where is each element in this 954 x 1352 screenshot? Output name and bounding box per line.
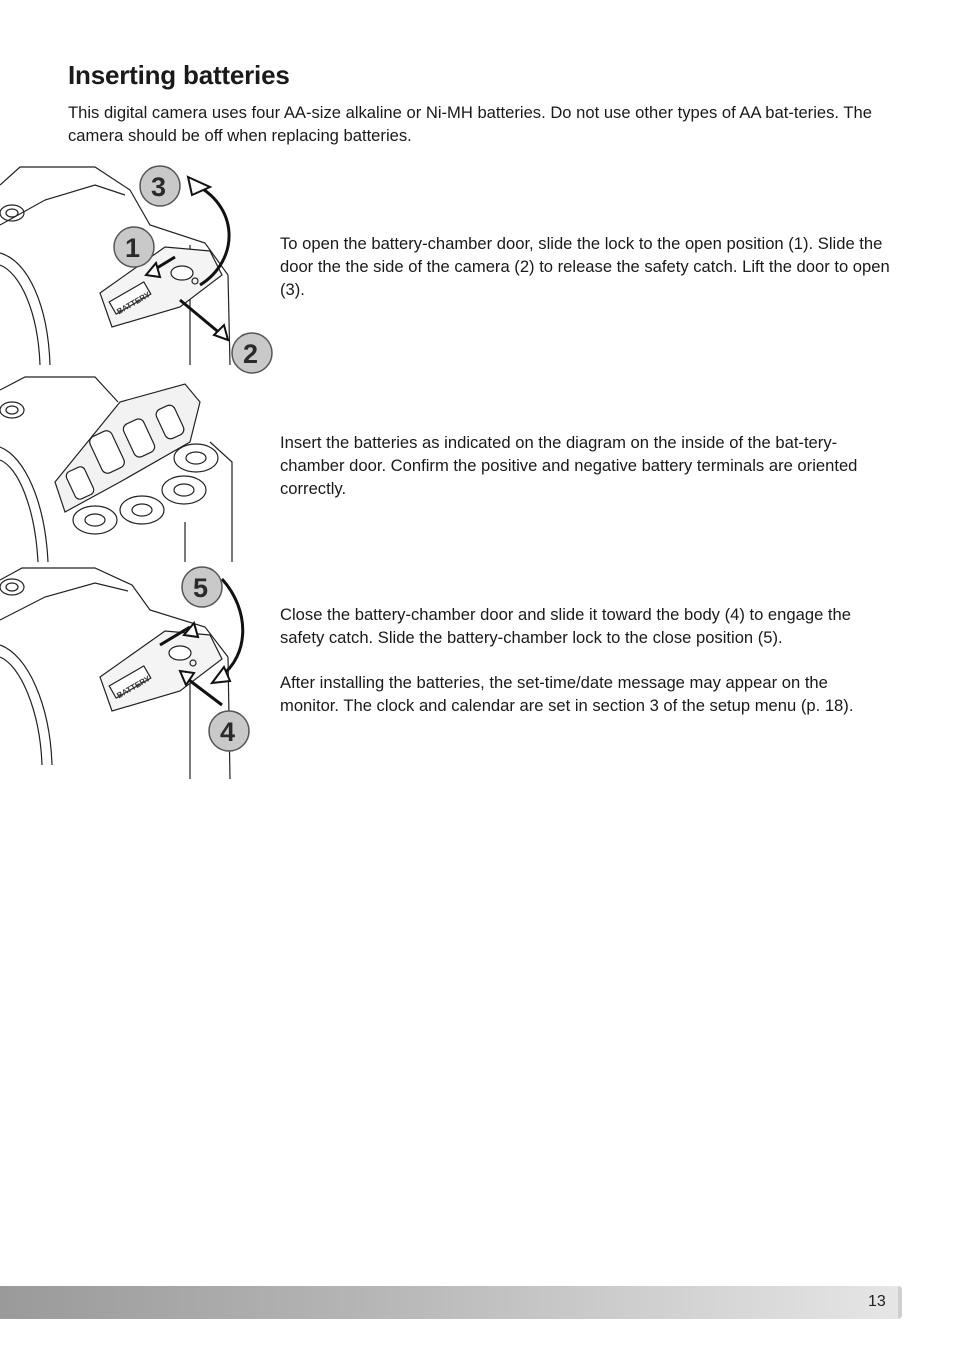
step-3-note: After installing the batteries, the set-time/date message may appear on the monitor. The clock and calendar are set in section 3 of the setup menu (p. 18). xyxy=(280,673,854,715)
figure-close-door xyxy=(0,565,280,781)
callout-2 xyxy=(232,333,272,373)
camera-open-door-illustration xyxy=(0,165,280,377)
svg-text:1: 1 xyxy=(125,233,141,263)
callout-4 xyxy=(209,711,249,751)
figure-open-door xyxy=(0,165,280,377)
svg-text:5: 5 xyxy=(193,573,209,603)
footer-bar xyxy=(0,1286,902,1319)
svg-text:3: 3 xyxy=(151,172,167,202)
door-label: BATTERY xyxy=(115,674,152,701)
step-2-text: Insert the batteries as indicated on the diagram on the inside of the bat-tery-chamber door. Confirm the positive and negative battery terminals are oriented correctly. xyxy=(280,433,858,498)
callout-1 xyxy=(114,227,154,267)
svg-text:4: 4 xyxy=(220,717,236,747)
page-title: Inserting batteries xyxy=(68,60,290,90)
svg-text:2: 2 xyxy=(243,339,259,369)
camera-close-door-illustration xyxy=(0,565,280,781)
callout-5 xyxy=(182,567,222,607)
step-1-text: To open the battery-chamber door, slide the lock to the open position (1). Slide the door the the side of the camera (2) to release the safety catch. Lift the door to open (3). xyxy=(280,234,890,299)
figure-insert-batteries xyxy=(0,372,240,562)
battery-chamber-illustration xyxy=(0,372,240,562)
door-label: BATTERY xyxy=(115,290,152,317)
intro-paragraph: This digital camera uses four AA-size alkaline or Ni-MH batteries. Do not use other types of AA bat-teries. The camera should be off when replacing batteries. xyxy=(68,103,872,145)
page-number: 13 xyxy=(868,1293,886,1310)
callout-3 xyxy=(140,166,180,206)
step-3-text: Close the battery-chamber door and slide it toward the body (4) to engage the safety catch. Slide the battery-chamber lock to the close position (5). xyxy=(280,605,851,647)
